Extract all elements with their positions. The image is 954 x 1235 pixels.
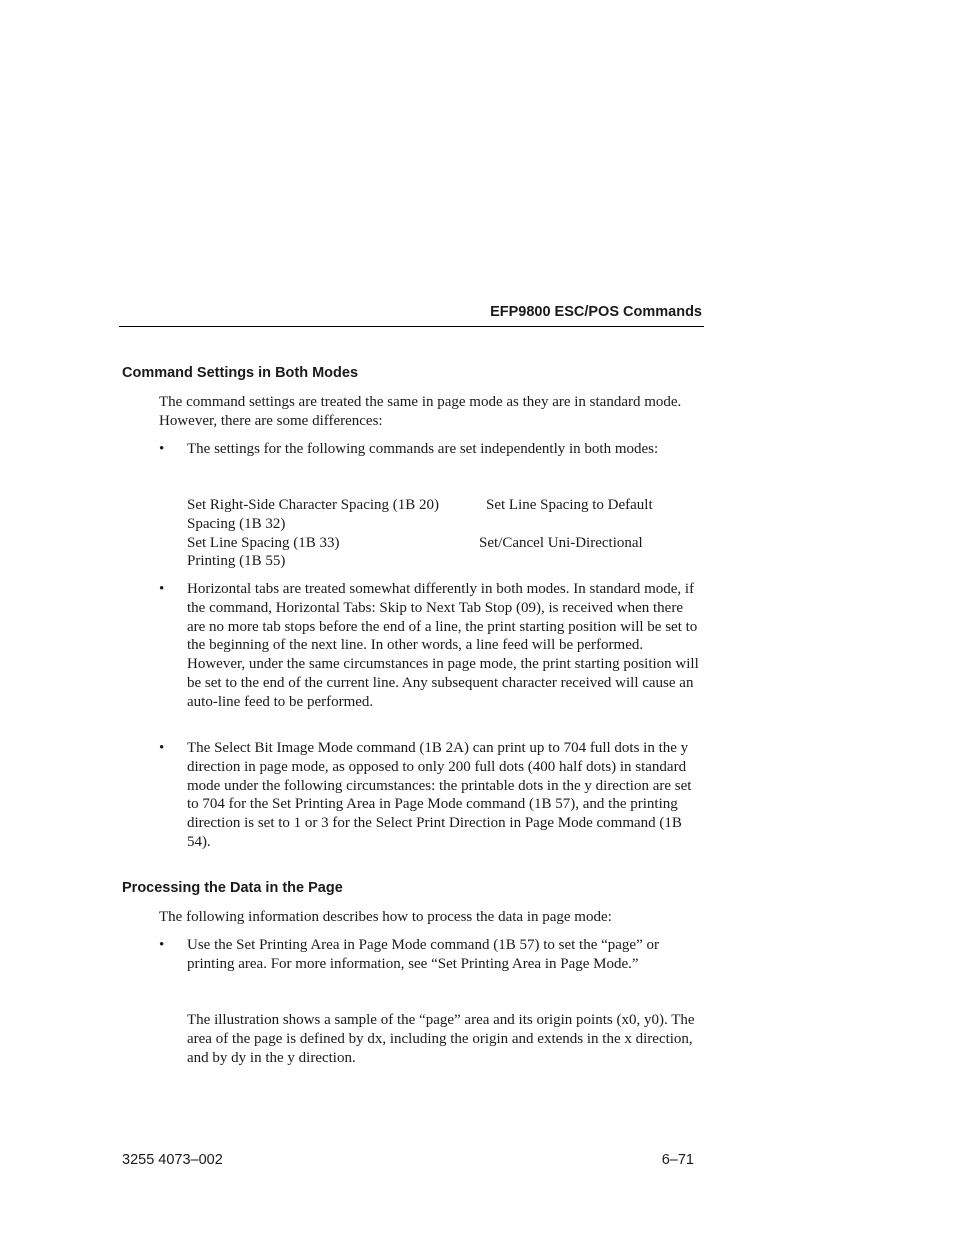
footer-doc-number: 3255 4073–002 [122,1152,223,1168]
command-entry: Set Right-Side Character Spacing (1B 20) [187,497,440,513]
header-rule [119,326,704,327]
bullet-marker: • [159,937,165,953]
command-entry: Printing (1B 55) [187,553,286,569]
bullet-followup-paragraph: The illustration shows a sample of the “page” area and its origin points (x0, y0). The area of the page is defined by dx, including the origin and extends in the x direction, and by dy in the y direction. [187,1012,695,1066]
bullet-text: Horizontal tabs are treated somewhat differently in both modes. In standard mode, if the command, Horizontal Tabs: Skip to Next Tab Stop (09), is received when there are no more tab stops before the end of a line, the print starting position will be set to the beginning of the next line. In other words, a line feed will be performed. However, under the same circumstances in page mode, the print starting position will be set to the end of the current line. Any subsequent character received will cause an auto-line feed to be performed. [187,581,699,710]
running-header-title: EFP9800 ESC/POS Commands [490,304,702,320]
bullet-marker: • [159,581,165,597]
section-heading-processing-data: Processing the Data in the Page [122,880,343,896]
bullet-marker: • [159,740,165,756]
bullet-marker: • [159,441,165,457]
footer-page-number: 6–71 [661,1152,694,1168]
command-entry: Set/Cancel Uni-Directional [479,535,643,551]
section1-intro-paragraph: The command settings are treated the same in page mode as they are in standard mode. However, there are some differences: [159,394,682,429]
command-entry: Spacing (1B 32) [187,516,286,532]
bullet-text: The settings for the following commands are set independently in both modes: [187,441,659,457]
section-heading-command-settings: Command Settings in Both Modes [122,365,359,381]
bullet-text: The Select Bit Image Mode command (1B 2A) can print up to 704 full dots in the y direction in page mode, as opposed to only 200 full dots (400 half dots) in standard mode under the following circumstances: the printable dots in the y direction are set to 704 for the Set Printing Area in Page Mode command (1B 57), and the printing direction is set to 1 or 3 for the Select Print Direction in Page Mode command (1B 54). [187,740,692,850]
bullet-text: Use the Set Printing Area in Page Mode command (1B 57) to set the “page” or printing area. For more information, see “Set Printing Area in Page Mode.” [187,937,659,972]
section2-intro-paragraph: The following information describes how to process the data in page mode: [159,909,612,925]
command-entry: Set Line Spacing to Default [486,497,653,513]
command-entry: Set Line Spacing (1B 33) [187,535,340,551]
